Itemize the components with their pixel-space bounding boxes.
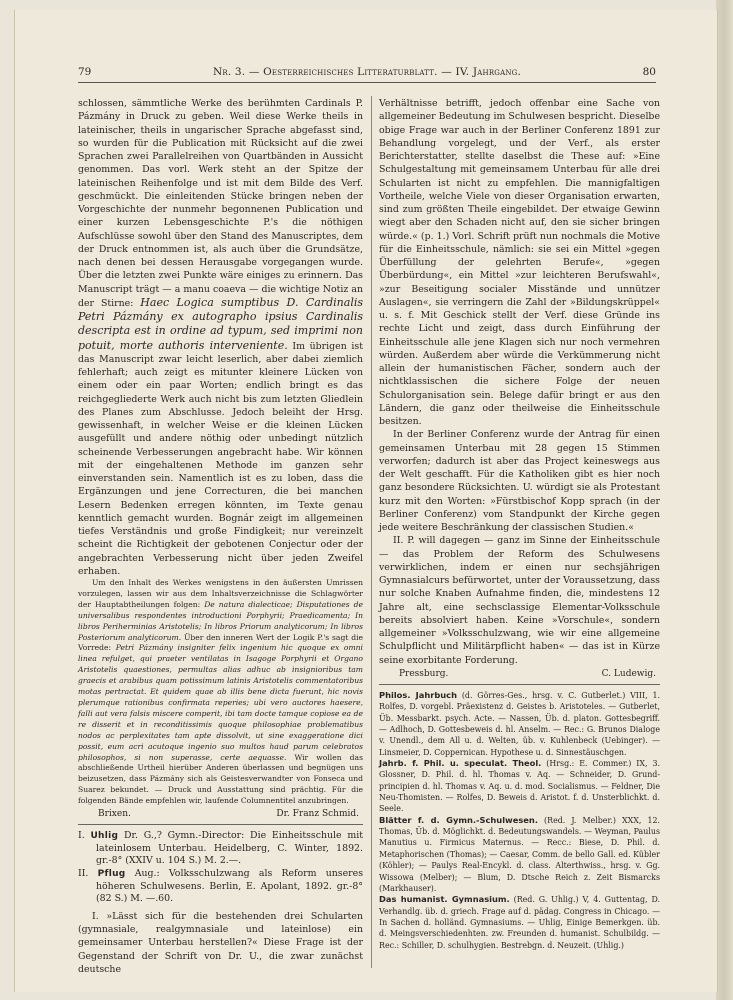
bibliography-entry [78, 830, 363, 868]
column-divider [371, 96, 372, 968]
review-entry [379, 758, 660, 815]
signature-place: Pressburg. [399, 668, 449, 679]
entry-number: I. [78, 830, 85, 842]
paragraph: I. »Lässt sich für die bestehenden drei Schularten (gymnasiale, realgymnasiale und lateinlose) ein gemeinsamer Unterbau herstellen?« Diese Frage ist der Gegenstand der Schrift von Dr. U., die zwar zunächst deutsche [78, 910, 363, 975]
review-text: (Red. G. Uhlig.) V, 4. Guttentag, D. Verhandlg. üb. d. griech. Frage auf d. pädag. Congress in Chicago. — In Sachen d. holländ. Gymnasiums. — Uhlig, Einige Bemerkgen. üb. d. Meingsverschiedenhten. zw. Freunden d. humanist. Schulbildg. — Rec.: Schiller, D. schulhygien. Bestrebgn. d. Neuzeit. (Uhlig.) [379, 895, 660, 950]
review-title: Philos. Jahrbuch [379, 690, 458, 700]
text: Um den Inhalt des Werkes wenigstens in den äußersten Umrissen vorzulegen, lassen wir aus dem Inhaltsverzeichnisse die Schlagwörter der Hauptabtheilungen folgen: [78, 578, 363, 609]
signature-name: Dr. Franz Schmid. [276, 809, 359, 820]
small-paragraph [78, 578, 363, 807]
signature-name: C. Ludewig. [601, 668, 656, 679]
signature-place: Brixen. [98, 809, 131, 820]
latin-quote: Haec Logica sumptibus D. Cardinalis Petri Pázmány ex autographo ipsius Cardinalis descripta est in ordine ad typum, sed imprimi non potuit, morte authoris interveniente. [78, 295, 364, 352]
paragraph [78, 97, 363, 578]
text: Über den inneren Wert der Logik P.'s sagt die Vorrede: [78, 632, 363, 653]
text: schlossen, sämmtliche Werke des berühmten Cardinals P. Pázmány in Druck zu geben. Weil diese Werke theils in lateinischer, theils in ungarischer Sprache abgefasst sind, so wurden für die Publication mit Rücksicht auf die zwei Sprachen zwei Parallelreihen von Quartbänden in Aussicht genommen. Das vorl. Werk steht an der Spitze der lateinischen Reihenfolge und ist mit dem Bilde des Verf. geschmückt. Die einleitenden Stücke bringen neben der Vorgeschichte der nunmehr begonnenen Publication und einer kurzen Lebensgeschichte P.'s die nöthigen Aufschlüsse sowohl über den Stand des Manuscriptes, dem der Druck entnommen ist, als auch über die Grundsätze, nach denen bei dessen Herausgabe vorgegangen wurde. Über die letzten zwei Punkte wäre einiges zu erinnern. Das Manuscript trägt — a manu coaeva — die wichtige Notiz an der Stirne: [78, 98, 363, 309]
entry-text: Dr. G.,? Gymn.-Director: Die Einheitsschule mit lateinlosem Unterbau. Heidelberg, C. Winter, 1892. gr.-8° (XXIV u. 104 S.) M. 2.—. [96, 830, 363, 867]
text: Im übrigen ist das Manuscript zwar leicht leserlich, aber dabei ziemlich fehlerhaft; auch zeigt es mitunter kleinere Lücken von einem oder ein paar Worten; endlich bringt es das reichgegliederte Werk auch nicht bis zum letzten Gliedlein des Planes zum Abschlusse. Jedoch beleiht der Hrsg. gewissenhaft, in welcher Weise er die kleinen Lücken ausgefüllt und andere nöthig oder unbedingt nützlich scheinende Verbesserungen angebracht habe. Wir können mit der eingehaltenen Methode im ganzen sehr einverstanden sein. Namentlich ist es zu loben, dass die Ergänzungen und jene Correcturen, die bei manchen Lesern Bedenken erregen könnten, im Texte genau kenntlich gemacht wurden. Bognár zeigt im allgemeinen tiefes Verständnis und große Findigkeit; nur vereinzelt scheint die Richtigkeit der gebotenen Conjectur oder der angebrachten Verbesserung nicht über jeden Zweifel erhaben. [78, 340, 363, 577]
paragraph: II. P. will dagegen — ganz im Sinne der Einheitsschule — das Problem der Reform des Schulwesens verwirklichen, indem er einen nur sechsjährigen Gymnasialcurs befürwortet, unter der Voraussetzung, dass nur solche Knaben Aufnahme finden, die, mindestens 12 Jahre alt, eine sechsclassige Elementar-Volksschule bereits absolviert haben. Keine »Vorschule«, sondern allgemeiner »Volksschulzwang, wie wir eine allgemeine Schulpflicht und Militärpflicht haben« — das ist in Kürze seine exorbitante Forderung. [379, 535, 660, 666]
review-entry [379, 815, 660, 894]
paragraph: Verhältnisse betrifft, jedoch offenbar eine Sache von allgemeiner Bedeutung im Schulwesen bespricht. Dieselbe obige Frage war auch in der Berliner Conferenz 1891 zur Behandlung vorgelegt, und der Verf., als erster Berichterstatter, stellte daselbst die These auf: »Eine Schulgestaltung mit gemeinsamem Unterbau für alle drei Schularten ist nicht zu empfehlen. Die mannigfaltigen Vortheile, welche Viele von dieser Organisation erwarten, sind zum größten Theile eingebildet. Der etwaige Gewinn wiegt aber den Schaden nicht auf, den sie sicher bringen würde.« (p. 1.) Vorl. Schrift prüft nun nochmals die Motive für die Einheitsschule, nämlich: sie sei ein Mittel »gegen Überfüllung der gelehrten Berufe«, »gegen Überbürdung«, ein Mittel »zur leichteren Berufswahl«, »zur Beseitigung socialer Misstände und unnützer Auslagen«, sie verringern die Zahl der »Bildungskrüppel« u. s. f. Mit Geschick stellt der Verf. diese Gründe ins rechte Licht und zeigt, dass durch Einführung der Einheitsschule alle jene Klagen sich nur noch vermehren würden. Außerdem aber würde die Verkümmerung nicht allein der humanistischen Fächer, sondern auch der nichtklassischen die sichere Folge der neuen Schulorganisation sein. Belege dafür bringt er aus den Ländern, die ganz oder theilweise die Einheitsschule besitzen. [379, 98, 660, 427]
section-rule [379, 684, 660, 685]
review-title: Das humanist. Gymnasium. [379, 894, 510, 905]
latin-text: De natura dialecticae; Disputationes de universalibus respondentes introductioni Porphyrii; Praedicamenta; In libros Periherminias Aristotelis; In libros Priorum analyticorum; In libros Posteriorum analyticorum. [78, 599, 363, 642]
header-rule [78, 82, 656, 83]
running-header [78, 66, 656, 80]
right-column [379, 97, 660, 951]
entry-author: Pflug [97, 869, 126, 880]
review-text: (Red. J. Melber.) XXX, 12. Thomas, Üb. d. Möglichkt. d. Bedeutungswandels. — Weyman, Paulus Manutius u. Firmicus Maternus. — Recc.: Biese, D. Phil. d. Metaphorischen (Thomas); — Caesar, Comm. de bello Gall. ed. Kübler (Köhler); — Paulys Real-Encykl. d. class. Alterthwiss., hrsg. v. Gg. Wissowa (Melber); — Blum, D. Dtsche Reich z. Zeit Bismarcks (Markhauser). [379, 815, 660, 893]
review-text: (d. Görres-Ges., hrsg. v. C. Gutberlet.) VIII, 1. Rolfes, D. vorgebl. Präexistenz d. Geistes b. Aristoteles. — Gutberlet, Üb. Messbarkt. psych. Acte. — Nassen, Üb. d. platon. Gottesbegriff. — Adlhoch, D. Gottesbeweis d. hl. Anselm. — Rec.: G. Brunos Dialoge v. Unendl., dem All u. d. Welten, üb. v. Kuhlenbeck (Uebinger). — Linsmeier, D. Coppernican. Hypothese u. d. Sinnestäuschgen. [379, 691, 660, 757]
text: Wir wollen das abschließende Urtheil hierüber Anderen überlassen und begnügen uns beizusetzen, dass Pázmány sich als Geistesverwandter von Fonseca und Suarez bekundet. — Druck und Ausstattung sind prächtig. Für die folgenden Bände empfehlen wir, laufende Columnentitel anzubringen. [78, 752, 363, 806]
review-entry [379, 894, 660, 951]
entry-number: II. [78, 868, 89, 880]
review-entry [379, 690, 660, 758]
paragraph: In der Berliner Conferenz wurde der Antrag für einen gemeinsamen Unterbau mit 28 gegen 15 Stimmen verworfen; dadurch ist aber das Project keineswegs aus der Welt geschafft. Für die Katholiken gibt es hier noch ganz besondere Rücksichten. U. würdigt sie als Protestant kurz mit den Worten: »Fürstbischof Kopp sprach (in der Berliner Conferenz) vom Standpunkt der Kirche gegen jede weitere Beschränkung der classischen Studien.« [379, 429, 660, 533]
page-edge [716, 0, 733, 1000]
review-title: Blätter f. d. Gymn.-Schulwesen. [379, 814, 538, 825]
journal-title: Nr. 3. — Oesterreichisches Litteraturblatt. — IV. Jahrgang. [212, 66, 521, 78]
left-column [78, 97, 363, 976]
signature [379, 668, 660, 681]
review-text: (Hrsg.: E. Commer.) IX, 3. Glossner, D. Phil. d. hl. Thomas v. Aq. — Schneider, D. Grund-principien d. hl. Thomas v. Aq. u. d. mod. Socialismus. — Feldner, Die Neu-Thomisten. — Rolfes, D. Beweis d. Aristot. f. d. Unsterblichkt. d. Seele. [379, 759, 660, 814]
signature [78, 808, 363, 821]
page-number-right: 80 [642, 66, 656, 78]
section-rule [78, 824, 363, 825]
bibliography-entry [78, 868, 363, 906]
review-title: Jahrb. f. Phil. u. speculat. Theol. [379, 758, 542, 769]
entry-author: Uhlig [90, 831, 119, 842]
latin-text: Petri Pázmány insigniter felix ingenium hic quoque ex omni linea refulget, qui praeter ventilatas in Isagoge Porphyrii et Organo Aristotelis quaestiones, permultas alias adhuc ab insignioribus tam graecis et arabibus quam potissimum latinis Aristotelis commentatoribus motas pertractat. Et quidem quae ab illis bene dicta fuerunt, hic novis plerumque rationibus confirmata reperies; ubi vero auctores haesere, falli aut vera falsis miscere comperit, ibi tam docte tamque copiose ea de re disserit et in reconditissimis quoque philosophiae problematibus nodos ac perplexitates tam apte dissolvit, ut sine exaggeratione dici possit, eum acri acutoque ingenio suo multos haud parum celebratos philosophos, si non superasse, certe aequasse. [78, 643, 363, 762]
page-number-left: 79 [78, 66, 92, 78]
entry-text: Aug.: Volksschulzwang als Reform unseres höheren Schulwesens. Berlin, E. Apolant, 1892. gr.-8° (82 S.) M. —.60. [96, 868, 364, 905]
